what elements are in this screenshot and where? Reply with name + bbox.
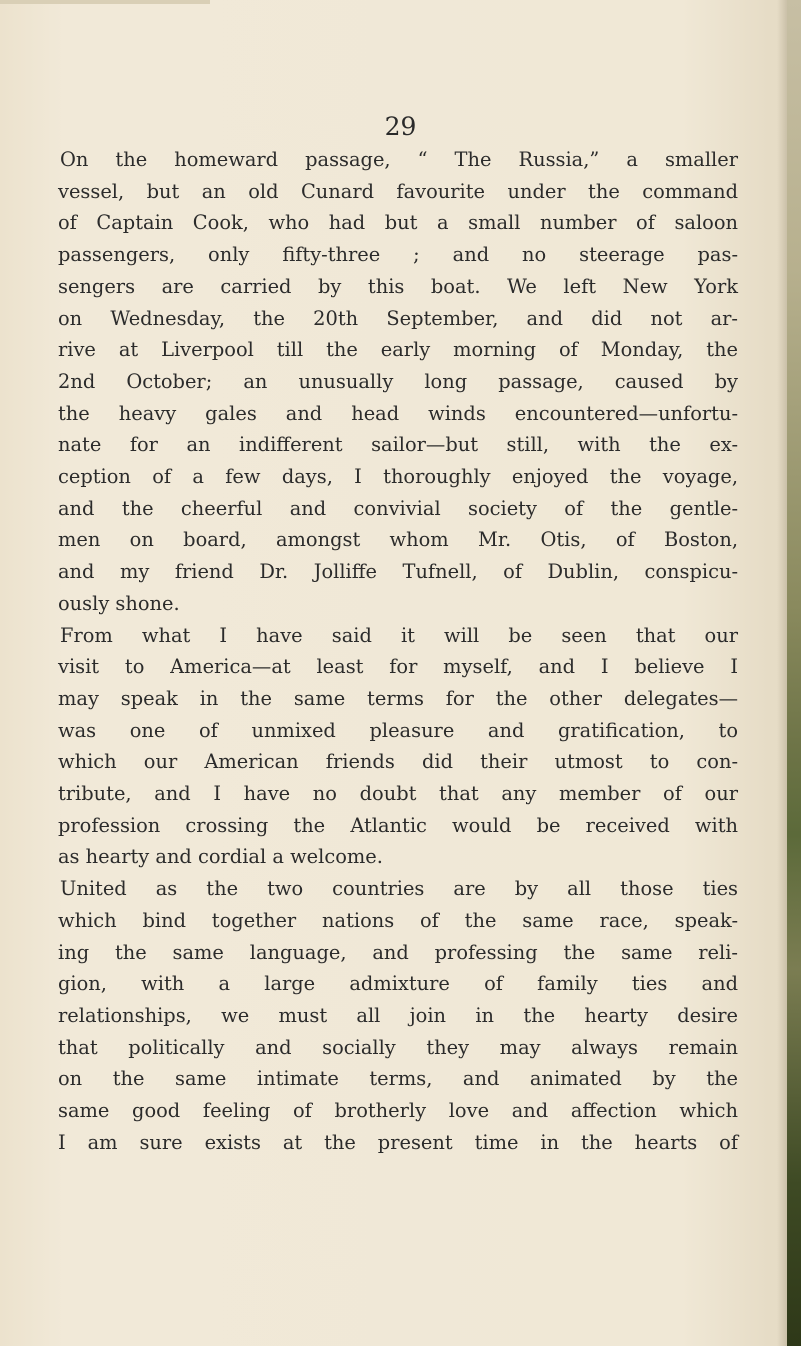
page-gutter-shadow [777,0,787,1346]
text-line: on Wednesday, the 20th September, and did not ar- [58,306,738,330]
text-line: on the same intimate terms, and animated by the [58,1067,738,1091]
text-line: same good feeling of brotherly love and affection which [58,1099,738,1123]
text-line: I am sure exists at the present time in the hearts of [58,1130,738,1154]
text-line: was one of unmixed pleasure and gratification, to [58,718,738,742]
text-line: From what I have said it will be seen that our [60,623,738,647]
text-line: ing the same language, and professing the same reli- [58,940,738,964]
text-line: nate for an indifferent sailor—but still, with the ex- [58,433,738,457]
text-line: that politically and socially they may always remain [58,1035,738,1059]
text-line: men on board, amongst whom Mr. Otis, of Boston, [58,528,738,552]
text-line: relationships, we must all join in the hearty desire [58,1003,738,1027]
text-line: the heavy gales and head winds encountered—unfortu- [58,401,738,425]
page-number: 29 [384,112,417,141]
text-line: which bind together nations of the same race, speak- [58,908,738,932]
text-line: and my friend Dr. Jolliffe Tufnell, of Dublin, conspicu- [58,560,738,584]
text-line: profession crossing the Atlantic would be received with [58,813,738,837]
text-line: as hearty and cordial a welcome. [58,845,383,869]
text-line: tribute, and I have no doubt that any member of our [58,782,738,806]
text-line: gion, with a large admixture of family ties and [58,972,738,996]
page-edge-strip [787,0,801,1346]
page-body [58,144,738,1159]
text-line: vessel, but an old Cunard favourite under the command [58,179,738,203]
page-top-edge [0,0,210,4]
text-line: rive at Liverpool till the early morning of Monday, the [58,338,738,362]
text-line: visit to America—at least for myself, and I believe I [58,655,738,679]
text-line: On the homeward passage, “ The Russia,” a smaller [60,148,738,171]
text-line: passengers, only fifty-three ; and no steerage pas- [58,243,738,267]
text-line: and the cheerful and convivial society of the gentle- [58,496,738,520]
text-line: may speak in the same terms for the other delegates— [58,686,738,710]
text-line: ception of a few days, I thoroughly enjoyed the voyage, [58,465,738,489]
text-line: sengers are carried by this boat. We left New York [58,274,738,298]
text-line: 2nd October; an unusually long passage, caused by [58,369,738,393]
text-line: which our American friends did their utmost to con- [58,750,738,774]
text-line: of Captain Cook, who had but a small number of saloon [58,211,738,235]
text-line: ously shone. [58,591,180,615]
text-line: United as the two countries are by all those ties [60,877,738,901]
